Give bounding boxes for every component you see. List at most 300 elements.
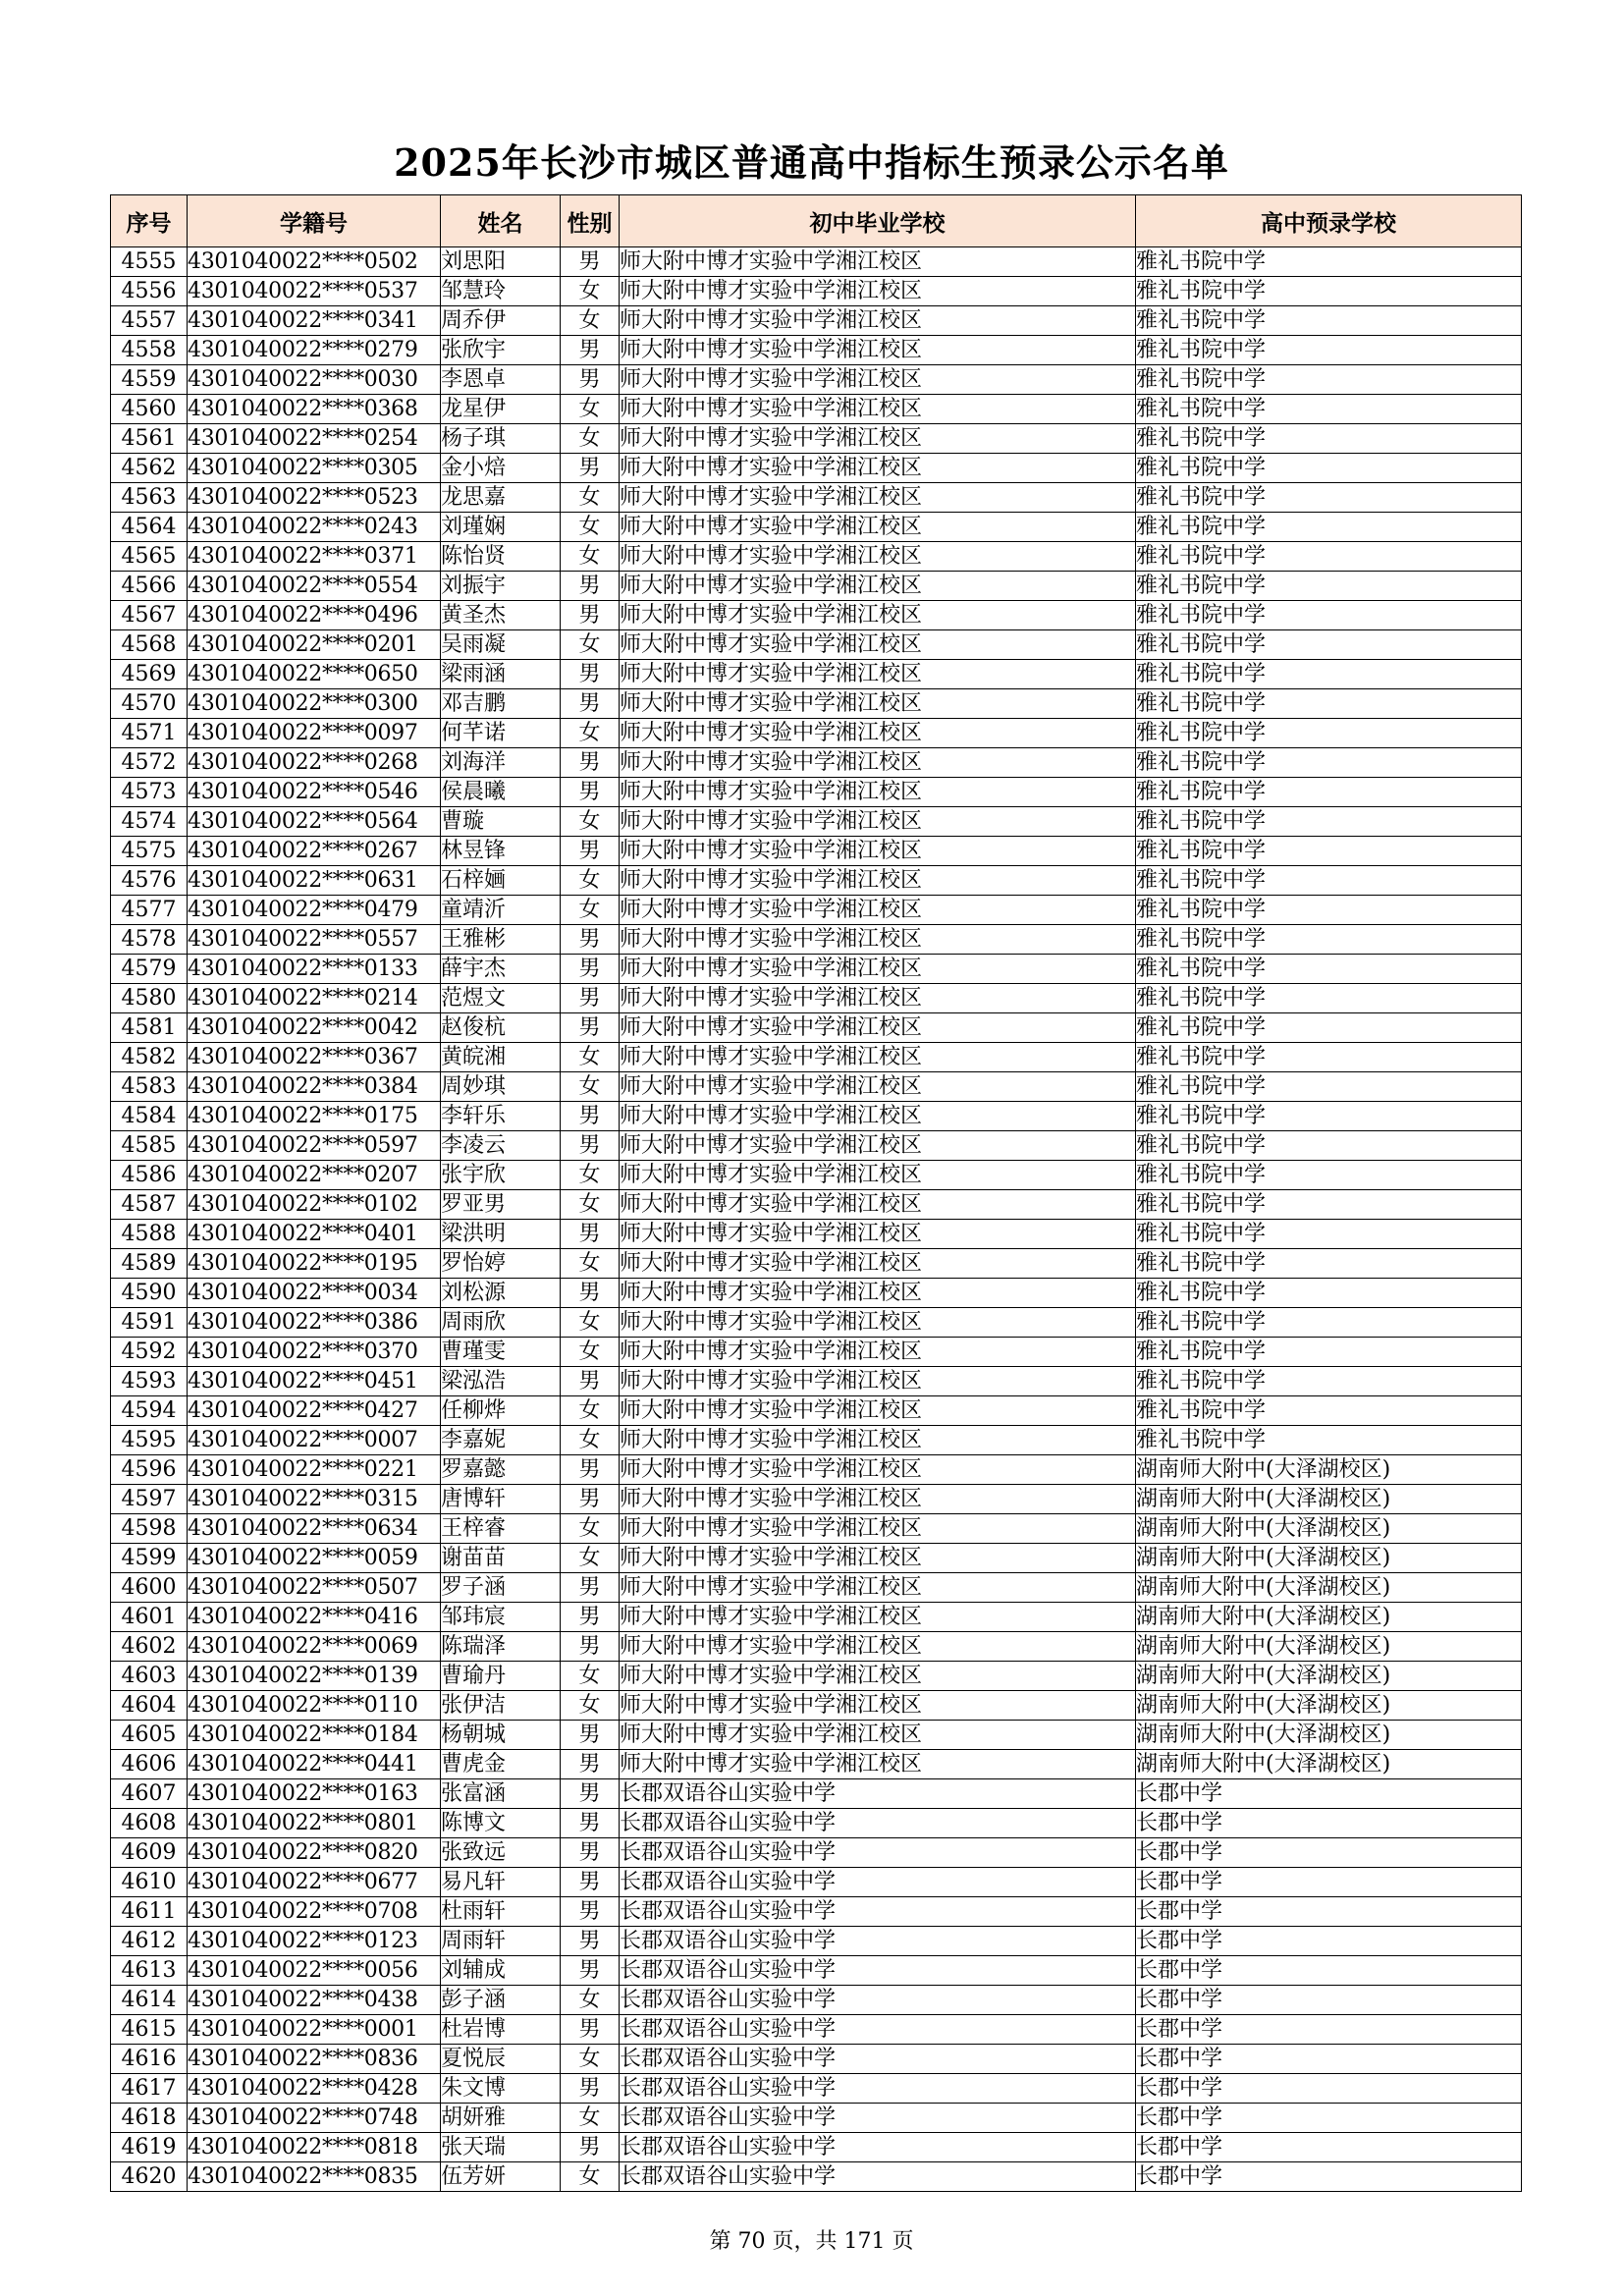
table-body [111, 247, 1522, 2192]
cell-junior-school: 师大附中博才实验中学湘江校区 [620, 1632, 1136, 1662]
cell-gender: 女 [561, 424, 620, 454]
cell-seq: 4568 [111, 630, 188, 660]
table-row [111, 2104, 1522, 2133]
cell-seq: 4594 [111, 1396, 188, 1426]
cell-junior-school: 长郡双语谷山实验中学 [620, 2162, 1136, 2192]
cell-gender: 女 [561, 2045, 620, 2074]
table-row [111, 1249, 1522, 1279]
cell-seq: 4620 [111, 2162, 188, 2192]
cell-student-id: 4301040022****0175 [188, 1102, 441, 1131]
cell-gender: 女 [561, 896, 620, 925]
cell-name: 龙星伊 [441, 395, 561, 424]
table-row [111, 1308, 1522, 1338]
table-row [111, 1220, 1522, 1249]
cell-student-id: 4301040022****0069 [188, 1632, 441, 1662]
cell-name: 刘思阳 [441, 247, 561, 277]
table-row [111, 306, 1522, 336]
cell-seq: 4567 [111, 601, 188, 630]
cell-name: 薛宇杰 [441, 955, 561, 984]
cell-student-id: 4301040022****0371 [188, 542, 441, 572]
cell-seq: 4597 [111, 1485, 188, 1514]
cell-student-id: 4301040022****0428 [188, 2074, 441, 2104]
cell-junior-school: 师大附中博才实验中学湘江校区 [620, 984, 1136, 1013]
cell-junior-school: 长郡双语谷山实验中学 [620, 2015, 1136, 2045]
cell-senior-school: 雅礼书院中学 [1136, 336, 1522, 365]
cell-junior-school: 长郡双语谷山实验中学 [620, 1809, 1136, 1838]
cell-gender: 女 [561, 542, 620, 572]
cell-gender: 男 [561, 660, 620, 689]
cell-seq: 4617 [111, 2074, 188, 2104]
cell-senior-school: 雅礼书院中学 [1136, 247, 1522, 277]
cell-seq: 4603 [111, 1662, 188, 1691]
cell-name: 梁洪明 [441, 1220, 561, 1249]
cell-junior-school: 师大附中博才实验中学湘江校区 [620, 542, 1136, 572]
cell-gender: 男 [561, 925, 620, 955]
cell-seq: 4616 [111, 2045, 188, 2074]
table-row [111, 1986, 1522, 2015]
cell-gender: 男 [561, 1750, 620, 1779]
cell-seq: 4591 [111, 1308, 188, 1338]
cell-gender: 女 [561, 1691, 620, 1721]
cell-name: 李轩乐 [441, 1102, 561, 1131]
cell-gender: 女 [561, 1249, 620, 1279]
cell-name: 范煜文 [441, 984, 561, 1013]
cell-junior-school: 师大附中博才实验中学湘江校区 [620, 1043, 1136, 1072]
cell-student-id: 4301040022****0564 [188, 807, 441, 837]
cell-senior-school: 雅礼书院中学 [1136, 542, 1522, 572]
cell-name: 易凡轩 [441, 1868, 561, 1897]
cell-name: 黄皖湘 [441, 1043, 561, 1072]
cell-name: 曹虎金 [441, 1750, 561, 1779]
cell-senior-school: 雅礼书院中学 [1136, 1338, 1522, 1367]
cell-seq: 4571 [111, 719, 188, 748]
table-row [111, 1485, 1522, 1514]
cell-name: 刘瑾娴 [441, 513, 561, 542]
table-row [111, 513, 1522, 542]
cell-student-id: 4301040022****0748 [188, 2104, 441, 2133]
cell-student-id: 4301040022****0221 [188, 1455, 441, 1485]
table-row [111, 1043, 1522, 1072]
cell-name: 梁雨涵 [441, 660, 561, 689]
cell-junior-school: 长郡双语谷山实验中学 [620, 1868, 1136, 1897]
cell-gender: 女 [561, 630, 620, 660]
cell-name: 罗子涵 [441, 1573, 561, 1603]
cell-student-id: 4301040022****0056 [188, 1956, 441, 1986]
cell-seq: 4581 [111, 1013, 188, 1043]
cell-seq: 4586 [111, 1161, 188, 1190]
cell-senior-school: 雅礼书院中学 [1136, 719, 1522, 748]
cell-gender: 女 [561, 483, 620, 513]
cell-senior-school: 雅礼书院中学 [1136, 1396, 1522, 1426]
cell-gender: 女 [561, 1514, 620, 1544]
cell-name: 曹瑜丹 [441, 1662, 561, 1691]
cell-senior-school: 雅礼书院中学 [1136, 630, 1522, 660]
cell-name: 谢苗苗 [441, 1544, 561, 1573]
cell-gender: 女 [561, 1043, 620, 1072]
cell-name: 曹瑾雯 [441, 1338, 561, 1367]
cell-senior-school: 长郡中学 [1136, 1779, 1522, 1809]
cell-name: 张伊洁 [441, 1691, 561, 1721]
cell-student-id: 4301040022****0401 [188, 1220, 441, 1249]
cell-junior-school: 师大附中博才实验中学湘江校区 [620, 1220, 1136, 1249]
cell-seq: 4609 [111, 1838, 188, 1868]
cell-senior-school: 雅礼书院中学 [1136, 1043, 1522, 1072]
cell-gender: 女 [561, 1072, 620, 1102]
cell-gender: 男 [561, 1779, 620, 1809]
header-student-id: 学籍号 [188, 195, 441, 247]
cell-name: 朱文博 [441, 2074, 561, 2104]
cell-student-id: 4301040022****0546 [188, 778, 441, 807]
cell-gender: 女 [561, 1426, 620, 1455]
table-row [111, 1750, 1522, 1779]
cell-seq: 4569 [111, 660, 188, 689]
cell-senior-school: 长郡中学 [1136, 1927, 1522, 1956]
cell-name: 赵俊杭 [441, 1013, 561, 1043]
cell-gender: 男 [561, 1603, 620, 1632]
cell-student-id: 4301040022****0386 [188, 1308, 441, 1338]
cell-senior-school: 雅礼书院中学 [1136, 1102, 1522, 1131]
cell-name: 罗嘉懿 [441, 1455, 561, 1485]
cell-gender: 男 [561, 1220, 620, 1249]
cell-name: 夏悦辰 [441, 2045, 561, 2074]
cell-senior-school: 长郡中学 [1136, 2162, 1522, 2192]
cell-gender: 男 [561, 1485, 620, 1514]
cell-student-id: 4301040022****0315 [188, 1485, 441, 1514]
table-row [111, 866, 1522, 896]
table-row [111, 984, 1522, 1013]
cell-seq: 4563 [111, 483, 188, 513]
table-row [111, 925, 1522, 955]
cell-senior-school: 雅礼书院中学 [1136, 424, 1522, 454]
cell-junior-school: 师大附中博才实验中学湘江校区 [620, 1455, 1136, 1485]
cell-seq: 4599 [111, 1544, 188, 1573]
cell-name: 张致远 [441, 1838, 561, 1868]
cell-name: 刘海洋 [441, 748, 561, 778]
cell-gender: 男 [561, 1455, 620, 1485]
table-row [111, 1956, 1522, 1986]
cell-senior-school: 长郡中学 [1136, 1897, 1522, 1927]
cell-senior-school: 雅礼书院中学 [1136, 660, 1522, 689]
cell-seq: 4602 [111, 1632, 188, 1662]
cell-junior-school: 师大附中博才实验中学湘江校区 [620, 1190, 1136, 1220]
cell-seq: 4582 [111, 1043, 188, 1072]
cell-gender: 男 [561, 837, 620, 866]
cell-senior-school: 长郡中学 [1136, 1956, 1522, 1986]
cell-senior-school: 湖南师大附中(大泽湖校区) [1136, 1721, 1522, 1750]
cell-senior-school: 雅礼书院中学 [1136, 306, 1522, 336]
cell-junior-school: 师大附中博才实验中学湘江校区 [620, 896, 1136, 925]
cell-junior-school: 师大附中博才实验中学湘江校区 [620, 1072, 1136, 1102]
table-row [111, 1131, 1522, 1161]
cell-name: 侯晨曦 [441, 778, 561, 807]
table-row [111, 660, 1522, 689]
cell-junior-school: 师大附中博才实验中学湘江校区 [620, 1131, 1136, 1161]
cell-student-id: 4301040022****0438 [188, 1986, 441, 2015]
cell-seq: 4560 [111, 395, 188, 424]
cell-name: 周妙琪 [441, 1072, 561, 1102]
cell-junior-school: 长郡双语谷山实验中学 [620, 1986, 1136, 2015]
cell-junior-school: 长郡双语谷山实验中学 [620, 2133, 1136, 2162]
cell-junior-school: 长郡双语谷山实验中学 [620, 1956, 1136, 1986]
cell-student-id: 4301040022****0554 [188, 572, 441, 601]
cell-gender: 女 [561, 395, 620, 424]
table-row [111, 572, 1522, 601]
cell-name: 张欣宇 [441, 336, 561, 365]
cell-gender: 男 [561, 1956, 620, 1986]
cell-name: 王梓睿 [441, 1514, 561, 1544]
cell-senior-school: 雅礼书院中学 [1136, 896, 1522, 925]
cell-student-id: 4301040022****0110 [188, 1691, 441, 1721]
cell-gender: 女 [561, 1190, 620, 1220]
cell-gender: 男 [561, 689, 620, 719]
cell-student-id: 4301040022****0370 [188, 1338, 441, 1367]
table-row [111, 424, 1522, 454]
cell-gender: 女 [561, 1396, 620, 1426]
cell-seq: 4557 [111, 306, 188, 336]
cell-student-id: 4301040022****0479 [188, 896, 441, 925]
cell-name: 杨朝城 [441, 1721, 561, 1750]
cell-seq: 4584 [111, 1102, 188, 1131]
cell-junior-school: 师大附中博才实验中学湘江校区 [620, 748, 1136, 778]
cell-senior-school: 长郡中学 [1136, 1838, 1522, 1868]
cell-student-id: 4301040022****0427 [188, 1396, 441, 1426]
table-row [111, 1426, 1522, 1455]
cell-name: 张富涵 [441, 1779, 561, 1809]
cell-name: 陈博文 [441, 1809, 561, 1838]
cell-student-id: 4301040022****0007 [188, 1426, 441, 1455]
cell-seq: 4612 [111, 1927, 188, 1956]
cell-junior-school: 长郡双语谷山实验中学 [620, 2045, 1136, 2074]
cell-student-id: 4301040022****0001 [188, 2015, 441, 2045]
table-row [111, 1102, 1522, 1131]
cell-senior-school: 湖南师大附中(大泽湖校区) [1136, 1455, 1522, 1485]
table-row [111, 1897, 1522, 1927]
cell-name: 刘松源 [441, 1279, 561, 1308]
cell-gender: 男 [561, 984, 620, 1013]
cell-senior-school: 雅礼书院中学 [1136, 395, 1522, 424]
cell-student-id: 4301040022****0507 [188, 1573, 441, 1603]
table-row [111, 1927, 1522, 1956]
cell-junior-school: 师大附中博才实验中学湘江校区 [620, 1544, 1136, 1573]
cell-junior-school: 师大附中博才实验中学湘江校区 [620, 1102, 1136, 1131]
cell-senior-school: 雅礼书院中学 [1136, 778, 1522, 807]
table-row [111, 2074, 1522, 2104]
cell-name: 曹璇 [441, 807, 561, 837]
cell-seq: 4583 [111, 1072, 188, 1102]
cell-senior-school: 雅礼书院中学 [1136, 365, 1522, 395]
table-row [111, 1662, 1522, 1691]
cell-senior-school: 雅礼书院中学 [1136, 1013, 1522, 1043]
cell-student-id: 4301040022****0214 [188, 984, 441, 1013]
table-row [111, 1396, 1522, 1426]
cell-gender: 男 [561, 955, 620, 984]
cell-seq: 4614 [111, 1986, 188, 2015]
cell-senior-school: 湖南师大附中(大泽湖校区) [1136, 1603, 1522, 1632]
cell-senior-school: 雅礼书院中学 [1136, 513, 1522, 542]
cell-name: 周乔伊 [441, 306, 561, 336]
table-row [111, 1544, 1522, 1573]
cell-student-id: 4301040022****0034 [188, 1279, 441, 1308]
cell-junior-school: 师大附中博才实验中学湘江校区 [620, 1013, 1136, 1043]
cell-gender: 男 [561, 247, 620, 277]
cell-student-id: 4301040022****0267 [188, 837, 441, 866]
cell-senior-school: 湖南师大附中(大泽湖校区) [1136, 1750, 1522, 1779]
cell-name: 林昱锋 [441, 837, 561, 866]
table-header-row [111, 195, 1522, 247]
cell-seq: 4613 [111, 1956, 188, 1986]
cell-junior-school: 长郡双语谷山实验中学 [620, 1897, 1136, 1927]
cell-seq: 4595 [111, 1426, 188, 1455]
cell-seq: 4608 [111, 1809, 188, 1838]
table-row [111, 1573, 1522, 1603]
cell-senior-school: 湖南师大附中(大泽湖校区) [1136, 1514, 1522, 1544]
cell-student-id: 4301040022****0818 [188, 2133, 441, 2162]
table-row [111, 807, 1522, 837]
cell-junior-school: 长郡双语谷山实验中学 [620, 1927, 1136, 1956]
cell-senior-school: 湖南师大附中(大泽湖校区) [1136, 1632, 1522, 1662]
cell-junior-school: 师大附中博才实验中学湘江校区 [620, 1514, 1136, 1544]
table-row [111, 1779, 1522, 1809]
cell-senior-school: 长郡中学 [1136, 2104, 1522, 2133]
cell-student-id: 4301040022****0708 [188, 1897, 441, 1927]
cell-name: 周雨轩 [441, 1927, 561, 1956]
table-row [111, 1455, 1522, 1485]
cell-gender: 男 [561, 1573, 620, 1603]
cell-junior-school: 师大附中博才实验中学湘江校区 [620, 837, 1136, 866]
cell-student-id: 4301040022****0184 [188, 1721, 441, 1750]
cell-junior-school: 师大附中博才实验中学湘江校区 [620, 277, 1136, 306]
cell-student-id: 4301040022****0102 [188, 1190, 441, 1220]
cell-senior-school: 雅礼书院中学 [1136, 837, 1522, 866]
page-title: 2025年长沙市城区普通高中指标生预录公示名单 [394, 140, 1229, 185]
table-row [111, 1161, 1522, 1190]
cell-name: 李凌云 [441, 1131, 561, 1161]
cell-student-id: 4301040022****0634 [188, 1514, 441, 1544]
table-row [111, 277, 1522, 306]
cell-seq: 4610 [111, 1868, 188, 1897]
cell-name: 王雅彬 [441, 925, 561, 955]
cell-seq: 4589 [111, 1249, 188, 1279]
cell-junior-school: 师大附中博才实验中学湘江校区 [620, 689, 1136, 719]
cell-junior-school: 师大附中博才实验中学湘江校区 [620, 395, 1136, 424]
cell-student-id: 4301040022****0243 [188, 513, 441, 542]
cell-seq: 4565 [111, 542, 188, 572]
cell-senior-school: 雅礼书院中学 [1136, 1072, 1522, 1102]
cell-student-id: 4301040022****0341 [188, 306, 441, 336]
cell-student-id: 4301040022****0502 [188, 247, 441, 277]
table-row [111, 365, 1522, 395]
cell-seq: 4561 [111, 424, 188, 454]
cell-seq: 4580 [111, 984, 188, 1013]
cell-junior-school: 师大附中博才实验中学湘江校区 [620, 807, 1136, 837]
cell-junior-school: 师大附中博才实验中学湘江校区 [620, 1338, 1136, 1367]
cell-student-id: 4301040022****0537 [188, 277, 441, 306]
cell-gender: 女 [561, 513, 620, 542]
cell-gender: 男 [561, 601, 620, 630]
cell-seq: 4590 [111, 1279, 188, 1308]
cell-gender: 女 [561, 1986, 620, 2015]
cell-gender: 男 [561, 572, 620, 601]
cell-junior-school: 师大附中博才实验中学湘江校区 [620, 1750, 1136, 1779]
cell-junior-school: 师大附中博才实验中学湘江校区 [620, 1249, 1136, 1279]
cell-student-id: 4301040022****0557 [188, 925, 441, 955]
cell-seq: 4601 [111, 1603, 188, 1632]
cell-name: 陈怡贤 [441, 542, 561, 572]
cell-seq: 4615 [111, 2015, 188, 2045]
cell-junior-school: 师大附中博才实验中学湘江校区 [620, 1662, 1136, 1691]
cell-name: 胡妍雅 [441, 2104, 561, 2133]
cell-student-id: 4301040022****0677 [188, 1868, 441, 1897]
cell-junior-school: 长郡双语谷山实验中学 [620, 1838, 1136, 1868]
table-row [111, 748, 1522, 778]
cell-junior-school: 师大附中博才实验中学湘江校区 [620, 955, 1136, 984]
cell-student-id: 4301040022****0650 [188, 660, 441, 689]
cell-junior-school: 长郡双语谷山实验中学 [620, 1779, 1136, 1809]
cell-student-id: 4301040022****0597 [188, 1131, 441, 1161]
cell-gender: 女 [561, 866, 620, 896]
cell-seq: 4579 [111, 955, 188, 984]
table-row [111, 1721, 1522, 1750]
table-row [111, 1514, 1522, 1544]
header-junior-school: 初中毕业学校 [620, 195, 1136, 247]
cell-senior-school: 雅礼书院中学 [1136, 1426, 1522, 1455]
cell-senior-school: 雅礼书院中学 [1136, 1308, 1522, 1338]
header-name: 姓名 [441, 195, 561, 247]
cell-name: 任柳烨 [441, 1396, 561, 1426]
cell-gender: 男 [561, 2133, 620, 2162]
cell-senior-school: 雅礼书院中学 [1136, 277, 1522, 306]
cell-senior-school: 湖南师大附中(大泽湖校区) [1136, 1573, 1522, 1603]
cell-seq: 4619 [111, 2133, 188, 2162]
cell-gender: 女 [561, 807, 620, 837]
cell-junior-school: 师大附中博才实验中学湘江校区 [620, 306, 1136, 336]
cell-gender: 男 [561, 2015, 620, 2045]
cell-name: 童靖沂 [441, 896, 561, 925]
cell-senior-school: 雅礼书院中学 [1136, 1220, 1522, 1249]
cell-student-id: 4301040022****0300 [188, 689, 441, 719]
cell-gender: 男 [561, 1721, 620, 1750]
table-row [111, 395, 1522, 424]
cell-junior-school: 师大附中博才实验中学湘江校区 [620, 660, 1136, 689]
cell-junior-school: 师大附中博才实验中学湘江校区 [620, 778, 1136, 807]
cell-junior-school: 长郡双语谷山实验中学 [620, 2104, 1136, 2133]
roster-table [110, 194, 1522, 2192]
cell-name: 杨子琪 [441, 424, 561, 454]
table-row [111, 2015, 1522, 2045]
cell-junior-school: 师大附中博才实验中学湘江校区 [620, 336, 1136, 365]
cell-seq: 4618 [111, 2104, 188, 2133]
cell-student-id: 4301040022****0416 [188, 1603, 441, 1632]
cell-seq: 4558 [111, 336, 188, 365]
cell-senior-school: 长郡中学 [1136, 2045, 1522, 2074]
cell-gender: 男 [561, 1927, 620, 1956]
table-row [111, 778, 1522, 807]
cell-senior-school: 长郡中学 [1136, 2074, 1522, 2104]
cell-student-id: 4301040022****0195 [188, 1249, 441, 1279]
table-row [111, 601, 1522, 630]
cell-seq: 4596 [111, 1455, 188, 1485]
table-row [111, 1338, 1522, 1367]
cell-gender: 男 [561, 1809, 620, 1838]
cell-student-id: 4301040022****0441 [188, 1750, 441, 1779]
cell-junior-school: 师大附中博才实验中学湘江校区 [620, 1721, 1136, 1750]
cell-seq: 4575 [111, 837, 188, 866]
cell-junior-school: 师大附中博才实验中学湘江校区 [620, 513, 1136, 542]
cell-seq: 4600 [111, 1573, 188, 1603]
cell-senior-school: 长郡中学 [1136, 1868, 1522, 1897]
cell-senior-school: 雅礼书院中学 [1136, 483, 1522, 513]
cell-senior-school: 雅礼书院中学 [1136, 601, 1522, 630]
